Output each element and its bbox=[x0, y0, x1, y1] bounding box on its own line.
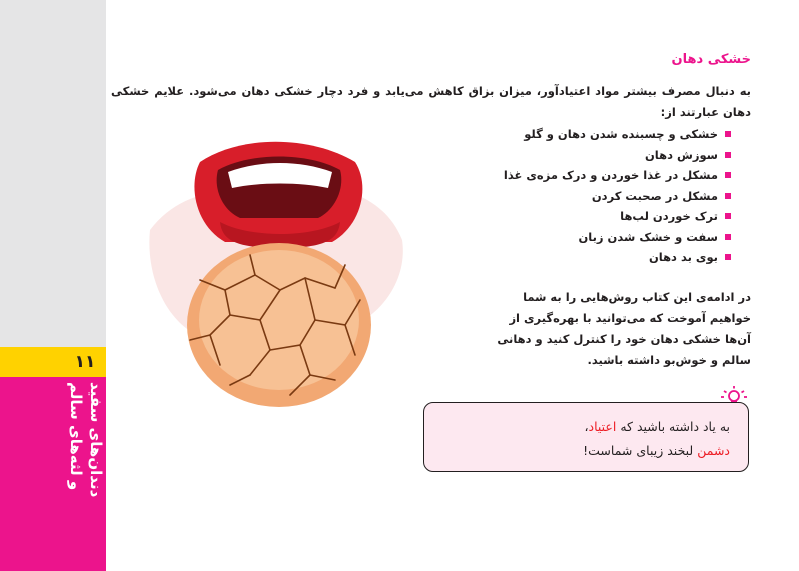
dry-tongue-illustration bbox=[140, 130, 410, 410]
list-item: سوزش دهان bbox=[504, 145, 731, 166]
closing-paragraph: در ادامه‌ی این کتاب روش‌هایی را به شما خواهیم آموخت که می‌توانید با بهره‌گیری از آن‌ها خشکی دهان خود را کنترل کنید و دهانی سالم و خوش‌بو داشته باشید. bbox=[497, 290, 751, 367]
bullet-square-icon bbox=[725, 254, 731, 260]
book-title: دندان‌های سفید و لثه‌های سالم bbox=[67, 382, 105, 498]
bullet-square-icon bbox=[725, 234, 731, 240]
list-item: ترک خوردن لب‌ها bbox=[504, 206, 731, 227]
page-number: ۱۱ bbox=[74, 352, 96, 372]
bullet-square-icon bbox=[725, 172, 731, 178]
tip-highlight-addiction: اعتیاد bbox=[588, 419, 617, 434]
tip-line-2: دشمن لبخند زیبای شماست! bbox=[583, 443, 730, 458]
bullet-square-icon bbox=[725, 193, 731, 199]
bullet-square-icon bbox=[725, 131, 731, 137]
bullet-square-icon bbox=[725, 213, 731, 219]
tip-text bbox=[583, 415, 730, 463]
list-item: خشکی و چسبنده شدن دهان و گلو bbox=[504, 124, 731, 145]
section-heading: خشکی دهان bbox=[671, 52, 751, 67]
list-item: مشکل در غذا خوردن و درک مزه‌ی غذا bbox=[504, 165, 731, 186]
list-item: مشکل در صحبت کردن bbox=[504, 186, 731, 207]
bullet-square-icon bbox=[725, 152, 731, 158]
intro-paragraph: به دنبال مصرف بیشتر مواد اعتیادآور، میزان بزاق کاهش می‌یابد و فرد دچار خشکی دهان می‌شود. علایم خشکی دهان عبارتند از: bbox=[111, 84, 751, 119]
tip-box bbox=[423, 402, 749, 472]
tip-line-1: به یاد داشته باشید که اعتیاد، bbox=[584, 419, 730, 434]
tip-highlight-enemy: دشمن bbox=[697, 443, 730, 458]
symptom-list bbox=[504, 124, 731, 268]
sidebar-gray-panel bbox=[0, 0, 106, 347]
list-item: سفت و خشک شدن زبان bbox=[504, 227, 731, 248]
list-item: بوی بد دهان bbox=[504, 247, 731, 268]
